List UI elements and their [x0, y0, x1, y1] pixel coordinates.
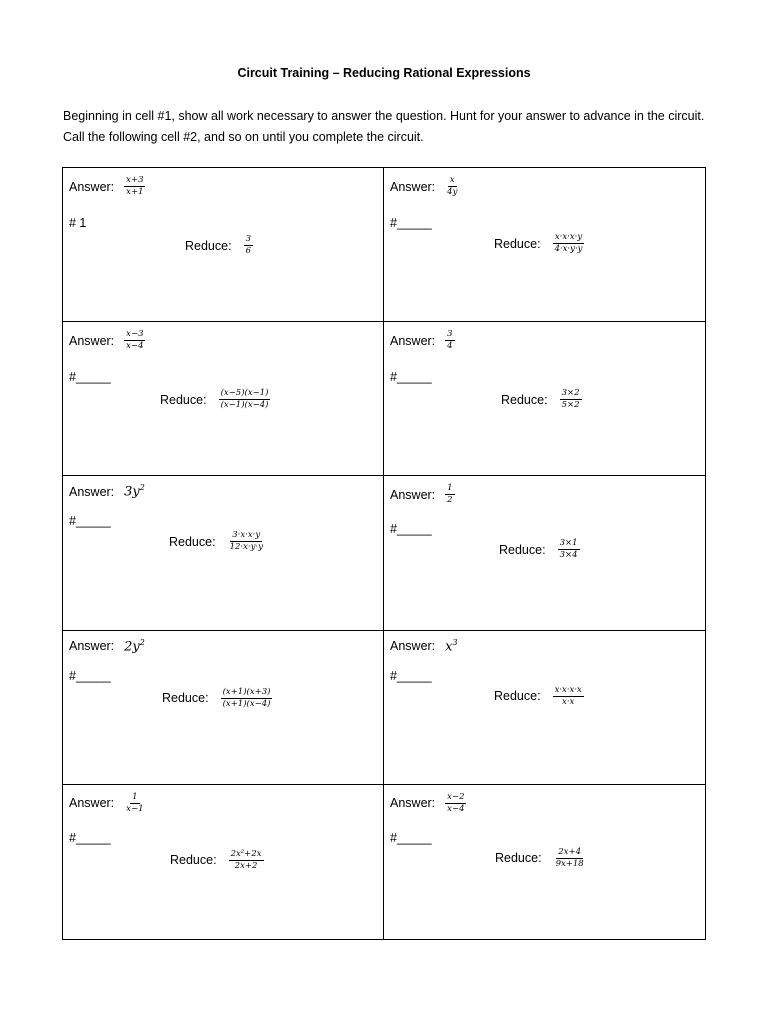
- answer: [69, 175, 145, 198]
- answer-label: Answer:: [390, 179, 436, 194]
- numerator: x−3: [126, 329, 144, 340]
- reduce-problem: [494, 685, 584, 708]
- answer-label: Answer:: [69, 638, 115, 653]
- answer: [69, 329, 145, 352]
- answer-label: Answer:: [69, 484, 115, 499]
- numerator: 3·x·x·y: [232, 530, 261, 541]
- reduce-label: Reduce:: [499, 542, 546, 557]
- cell-number: #_____: [69, 668, 111, 683]
- instructions: Beginning in cell #1, show all work necessary to answer the question. Hunt for your answer to advance in the circuit. Call the following cell #2, and so on until you complete the circuit.: [63, 109, 705, 144]
- cell-number: #_____: [390, 522, 432, 537]
- denominator: 4·x·y·y: [554, 244, 583, 254]
- circuit-cell: [63, 322, 384, 476]
- denominator: 9x+18: [555, 858, 584, 869]
- reduce-label: Reduce:: [169, 534, 216, 549]
- reduce-label: Reduce:: [494, 236, 541, 251]
- answer: [390, 792, 466, 815]
- answer-fraction: [124, 175, 145, 198]
- cell-number: #_____: [69, 830, 111, 845]
- reduce-problem: [495, 847, 586, 870]
- answer-label: Answer:: [390, 796, 436, 811]
- numerator: 2x²+2x: [230, 848, 262, 859]
- circuit-cell: [63, 785, 384, 939]
- numerator: (x−5)(x−1): [220, 388, 269, 399]
- reduce-fraction: [558, 538, 580, 561]
- answer-label: Answer:: [69, 179, 115, 194]
- numerator: x·x·x·y: [554, 232, 583, 242]
- circuit-cell: [384, 168, 705, 322]
- answer-fraction: [124, 329, 145, 352]
- denominator: 3×4: [559, 550, 578, 561]
- reduce-label: Reduce:: [160, 392, 207, 407]
- answer: [390, 329, 455, 352]
- cell-number: #_____: [390, 370, 432, 385]
- page-title: Circuit Training – Reducing Rational Expressions: [237, 66, 531, 80]
- numerator: x+3: [126, 175, 144, 185]
- answer-expression: [124, 638, 145, 654]
- numerator: 3×1: [559, 538, 578, 549]
- reduce-problem: [169, 530, 265, 553]
- answer-exponent: 3: [452, 637, 458, 647]
- denominator: (x−1)(x−4): [220, 400, 269, 411]
- denominator: 4: [447, 341, 453, 352]
- reduce-problem: [160, 388, 270, 411]
- answer: [390, 483, 455, 506]
- reduce-problem: [162, 687, 272, 710]
- numerator: 3: [447, 329, 453, 340]
- answer-fraction: [445, 792, 466, 815]
- reduce-fraction: [554, 847, 586, 870]
- reduce-fraction: [229, 849, 264, 872]
- answer-label: Answer:: [390, 333, 436, 348]
- numerator: x: [449, 175, 455, 185]
- answer-exponent: 2: [139, 483, 145, 493]
- cell-number: #_____: [69, 514, 111, 529]
- circuit-cell: [63, 168, 384, 322]
- answer-base: 2y: [124, 638, 140, 654]
- numerator: 1: [447, 483, 453, 494]
- reduce-problem: [185, 234, 253, 257]
- cell-number: #_____: [69, 370, 111, 385]
- denominator: 4y: [447, 187, 458, 197]
- numerator: (x+1)(x+3): [222, 686, 271, 697]
- numerator: 3×2: [561, 388, 580, 399]
- numerator: 3: [245, 234, 251, 244]
- numerator: x·x·x·x: [554, 684, 582, 695]
- answer-base: 3y: [124, 484, 140, 500]
- reduce-fraction: [219, 388, 271, 411]
- answer-fraction: [445, 175, 459, 198]
- cell-number: #_____: [390, 830, 432, 845]
- denominator: 2: [447, 495, 453, 506]
- circuit-cell: [384, 322, 705, 476]
- reduce-fraction: [244, 234, 253, 257]
- reduce-label: Reduce:: [162, 691, 209, 706]
- reduce-problem: [501, 388, 582, 411]
- denominator: x−4: [447, 803, 465, 814]
- reduce-fraction: [553, 685, 584, 708]
- denominator: 2x+2: [234, 860, 258, 871]
- reduce-fraction: [560, 388, 582, 411]
- denominator: (x+1)(x−4): [222, 698, 271, 709]
- answer-label: Answer:: [69, 333, 115, 348]
- reduce-label: Reduce:: [495, 851, 542, 866]
- circuit-grid: [62, 167, 706, 940]
- answer: [390, 175, 459, 198]
- cell-number: #_____: [390, 668, 432, 683]
- answer-label: Answer:: [390, 638, 436, 653]
- reduce-label: Reduce:: [501, 392, 548, 407]
- numerator: 2x+4: [558, 846, 581, 857]
- answer-label: Answer:: [390, 487, 436, 502]
- answer: [69, 638, 145, 654]
- reduce-label: Reduce:: [185, 238, 232, 253]
- denominator: 6: [245, 246, 251, 256]
- reduce-label: Reduce:: [170, 853, 217, 868]
- answer-fraction: [445, 329, 454, 352]
- circuit-cell: [384, 476, 705, 630]
- answer: [69, 792, 145, 815]
- answer-exponent: 2: [139, 637, 145, 647]
- reduce-label: Reduce:: [494, 689, 541, 704]
- answer: [69, 483, 145, 499]
- reduce-problem: [499, 538, 580, 561]
- numerator: 1: [132, 791, 138, 802]
- answer-expression: [124, 483, 145, 499]
- answer-label: Answer:: [69, 796, 115, 811]
- circuit-cell: [63, 476, 384, 630]
- denominator: x−4: [126, 341, 144, 352]
- reduce-fraction: [553, 232, 585, 255]
- answer-fraction: [445, 483, 454, 506]
- denominator: x+1: [126, 187, 144, 197]
- denominator: x−1: [126, 803, 144, 814]
- answer-expression: [445, 638, 457, 654]
- circuit-cell: [384, 631, 705, 785]
- reduce-problem: [494, 232, 584, 255]
- reduce-fraction: [228, 530, 265, 553]
- numerator: x−2: [447, 791, 465, 802]
- answer-fraction: [124, 792, 145, 815]
- cell-number: #_____: [390, 216, 432, 230]
- denominator: 12·x·y·y: [229, 542, 263, 553]
- circuit-cell: [384, 785, 705, 939]
- reduce-fraction: [221, 687, 273, 710]
- denominator: 5×2: [561, 400, 580, 411]
- answer: [390, 638, 458, 654]
- cell-number: # 1: [69, 216, 87, 230]
- reduce-problem: [170, 849, 264, 872]
- denominator: x·x: [562, 696, 575, 707]
- circuit-cell: [63, 631, 384, 785]
- answer-base: x: [445, 638, 453, 654]
